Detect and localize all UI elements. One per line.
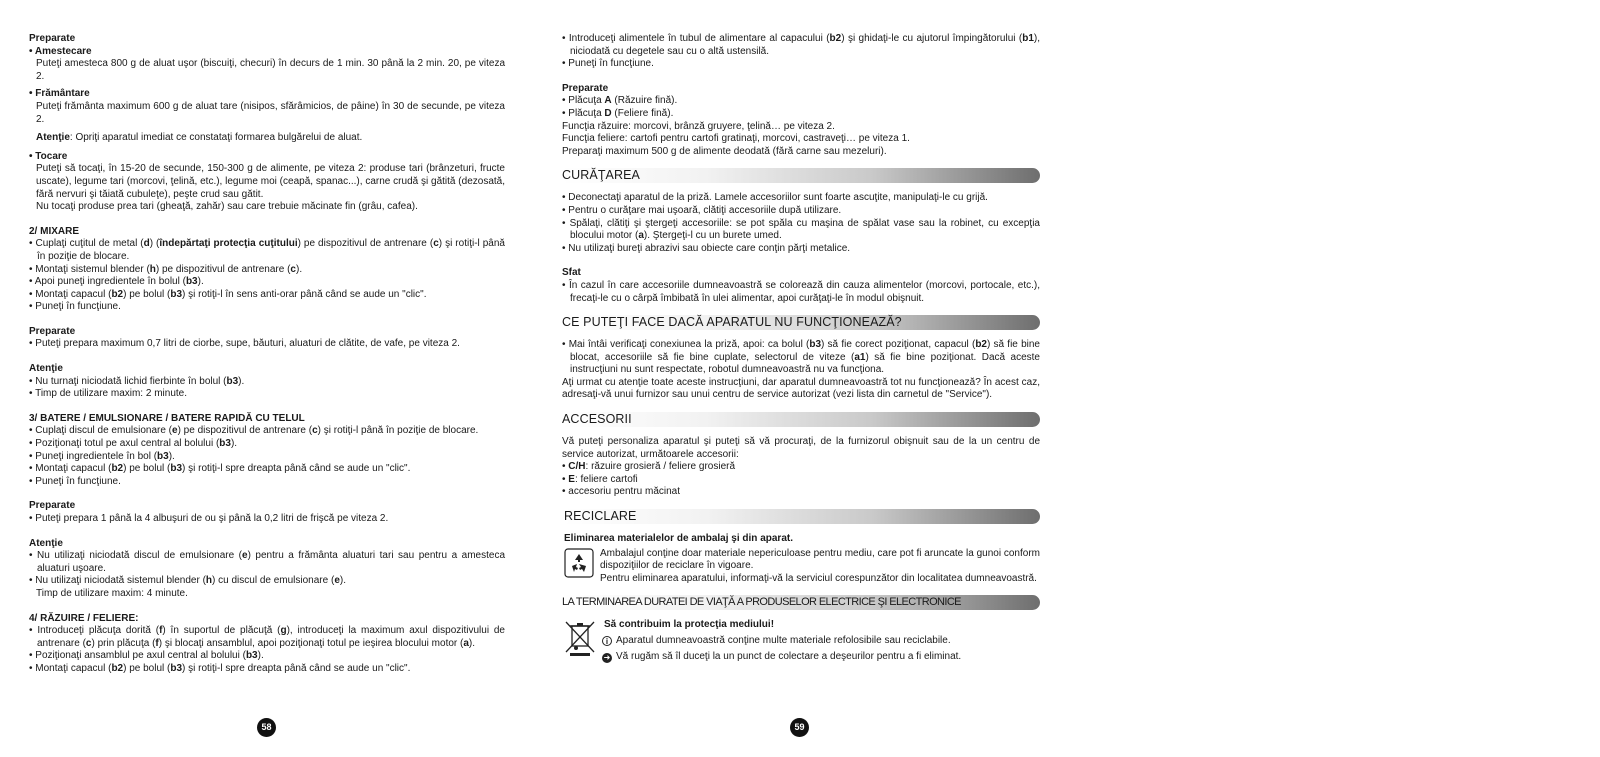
section-band-curatarea xyxy=(562,168,1040,183)
atentie-heading: Atenţie xyxy=(29,537,63,549)
razuire-heading: 4/ RĂZUIRE / FELIERE: xyxy=(29,612,139,624)
deee-text-2: ➜ Vă rugăm să îl duceţi la un punct de colectare a deşeurilor pentru a fi eliminat. xyxy=(603,650,962,662)
reciclare-subtitle: Eliminarea materialelor de ambalaj şi din aparat. xyxy=(564,533,793,545)
preparate-heading: Preparate xyxy=(562,82,609,94)
list-item: • Puteţi prepara maximum 0,7 litri de ciorbe, supe, băuturi, aluaturi de clătite, de vafe, pe viteza 2. xyxy=(29,338,460,350)
text-paragraph: Vă puteţi personaliza aparatul şi puteţi să vă procuraţi, de la furnizorul obişnuit sau de la un centru de service autorizat, următoarele accesorii: xyxy=(562,436,1040,460)
mixare-heading: 2/ MIXARE xyxy=(29,225,80,237)
sfat-heading: Sfat xyxy=(562,267,581,279)
section-title: ACCESORII xyxy=(562,412,632,427)
list-item: • Cuplaţi discul de emulsionare (e) pe dispozitivul de antrenare (c) şi rotiţi-l până în poziţie de blocare. xyxy=(29,425,479,437)
arrow-icon: ➜ xyxy=(603,652,611,662)
section-band-accesorii xyxy=(562,412,1040,427)
reciclare-text-2: Pentru eliminarea aparatului, informaţi-vă la serviciul corespunzător din localitatea dumneavoastră. xyxy=(600,572,1037,584)
recycle-icon xyxy=(564,548,594,578)
list-item: • Puneţi în funcţiune. xyxy=(29,475,121,487)
text-paragraph: Aţi urmat cu atenţie toate aceste instrucţiuni, dar aparatul dumneavoastră tot nu funcţionează? În acest caz, adresaţi-vă unui furnizor sau unui centru de service autorizat (vezi lista din carnetul de "Service"). xyxy=(562,376,1040,401)
list-item: • Montaţi sistemul blender (h) pe dispozitivul de antrenare (c). xyxy=(29,263,303,275)
tocare-text: Puteţi să tocaţi, în 15-20 de secunde, 150-300 g de alimente, pe viteza 2: produse tari (brânzeturi, fructe uscate), legume tari (morcovi, ţelină, etc.), legume moi (ceapă, spanac...), carne crudă şi gătită (dezosată, fără nervuri şi tăiată cubuleţe), peşte crud sau gătit. xyxy=(36,163,505,200)
right-page xyxy=(562,0,1040,757)
framantare-heading: • Frământare xyxy=(29,88,90,100)
deee-block xyxy=(562,619,1040,663)
tocare-heading: • Tocare xyxy=(29,150,68,162)
page-number: 58 xyxy=(257,718,276,737)
list-item: • Introduceţi plăcuţa dorită (f) în suportul de plăcuţă (g), introduceţi la maximum axul dispozitivului de antrenare (c) prin plăcuţa (f) şi blocaţi ansamblul, apoi poziţionaţi totul pe ieşirea blocului motor (a). xyxy=(29,625,505,649)
crossed-bin-icon xyxy=(562,617,598,657)
list-item: • Deconectaţi aparatul de la priză. Lamele accesoriilor sunt foarte ascuţite, manipulaţi-le cu grijă. xyxy=(562,192,988,204)
recycle-block xyxy=(562,548,1040,586)
list-item: • Nu utilizaţi bureţi abrazivi sau obiecte care conţin părţi metalice. xyxy=(562,242,851,254)
amestecare-heading: • Amestecare xyxy=(29,45,92,57)
tocare-text-2: Nu tocaţi produse prea tari (gheaţă, zahăr) sau care trebuie măcinate fin (grâu, cafea). xyxy=(36,201,418,213)
deee-subtitle: Să contribuim la protecţia mediului! xyxy=(604,619,775,631)
list-item: • Puneţi în funcţiune. xyxy=(562,58,654,70)
list-item: • Puteţi prepara 1 până la 4 albuşuri de ou şi până la 0,2 litri de frişcă pe viteza 2. xyxy=(29,513,389,524)
text-line: Funcţia feliere: cartofi pentru cartofi gratinaţi, morcovi, castraveţi… pe viteza 1. xyxy=(562,133,910,145)
list-item: Timp de utilizare maxim: 4 minute. xyxy=(36,587,188,599)
list-item: • Timp de utilizare maxim: 2 minute. xyxy=(29,388,187,400)
batere-heading: 3/ BATERE / EMULSIONARE / BATERE RAPIDĂ CU TELUL xyxy=(29,412,305,424)
list-item: • Plăcuţa D (Feliere fină). xyxy=(562,107,674,119)
section-band-deee xyxy=(562,595,1040,610)
list-item: • Plăcuţa A (Răzuire fină). xyxy=(562,95,678,107)
left-page xyxy=(29,0,505,757)
atentie-note: Atenţie: Opriţi aparatul imediat ce constataţi formarea bulgărelui de aluat. xyxy=(36,132,363,144)
list-item: • Montaţi capacul (b2) pe bolul (b3) şi rotiţi-l spre dreapta până când se aude un "clic". xyxy=(29,463,411,475)
preparate-heading: Preparate xyxy=(29,33,76,44)
list-item: • Nu utilizaţi niciodată discul de emulsionare (e) pentru a frământa aluaturi tari sau pentru a amesteca aluaturi uşoare. xyxy=(29,550,506,574)
list-item: • Introduceţi alimentele în tubul de alimentare al capacului (b2) şi ghidaţi-le cu ajutorul împingătorului (b1), niciodată cu degetele sau cu o altă ustensilă. xyxy=(562,33,1041,57)
list-item: • Poziţionaţi ansamblul pe axul central al bolului (b3). xyxy=(29,650,264,662)
reciclare-text-1: Ambalajul conţine doar materiale nepericuloase pentru mediu, care pot fi aruncate la gunoi conform dispoziţiilor de reciclare în vigoare. xyxy=(600,547,1040,572)
list-item: • Spălaţi, clătiţi şi ştergeţi accesoriile: se pot spăla cu maşina de spălat vase sau la robinet, cu excepţia blocului motor (a). Ştergeţi-l cu un burete umed. xyxy=(562,217,1040,242)
list-item: • Nu utilizaţi niciodată sistemul blender (h) cu discul de emulsionare (e). xyxy=(29,575,346,587)
list-item: • Apoi puneţi ingredientele în bolul (b3). xyxy=(29,276,204,288)
list-item: • Poziţionaţi totul pe axul central al bolului (b3). xyxy=(29,438,238,450)
list-item: • Mai întâi verificaţi conexiunea la priză, apoi: ca bolul (b3) să fie corect poziţionat, capacul (b2) să fie bine blocat, accesoriile să fie bine cuplate, selectorul de viteze (a1) să fie bine poziţionat. Dacă aceste instrucţiuni nu sunt respectate, robotul dumneavoastră nu va funcţiona. xyxy=(562,339,1040,376)
info-icon: i xyxy=(602,636,612,646)
section-title: CURĂŢAREA xyxy=(562,168,640,183)
list-item: • E: feliere cartofi xyxy=(562,473,638,485)
text-line: Funcţia răzuire: morcovi, brânză gruyere, ţelină… pe viteza 2. xyxy=(562,120,835,132)
amestecare-text: Puteţi amesteca 800 g de aluat uşor (biscuiţi, checuri) în decurs de 1 min. 30 până la 2 min. 20, pe viteza 2. xyxy=(36,58,505,82)
section-band-reciclare xyxy=(564,509,1040,524)
list-item: • accesoriu pentru măcinat xyxy=(562,486,681,498)
list-item: • Puneţi ingredientele în bol (b3). xyxy=(29,450,175,462)
text-line: Preparaţi maximum 500 g de alimente deodată (fără carne sau mezeluri). xyxy=(562,145,887,157)
list-item: • Nu turnaţi niciodată lichid fierbinte în bolul (b3). xyxy=(29,375,245,387)
section-band-nu-functioneaza xyxy=(562,315,1040,330)
list-item: • C/H: răzuire grosieră / feliere grosieră xyxy=(562,461,736,473)
preparate-heading: Preparate xyxy=(29,500,76,512)
list-item: • Puneţi în funcţiune. xyxy=(29,301,121,313)
list-item: • Montaţi capacul (b2) pe bolul (b3) şi rotiţi-l spre dreapta până când se aude un "clic". xyxy=(29,662,411,674)
section-title: LA TERMINAREA DURATEI DE VIAŢĂ A PRODUSELOR ELECTRICE ŞI ELECTRONICE xyxy=(562,596,961,609)
preparate-heading: Preparate xyxy=(29,325,76,337)
framantare-text: Puteţi frământa maximum 600 g de aluat tare (nisipos, sfărâmicios, de pâine) în 30 de secunde, pe viteza 2. xyxy=(36,100,505,125)
list-item: • Montaţi capacul (b2) pe bolul (b3) şi rotiţi-l în sens anti-orar până când se aude un "clic". xyxy=(29,288,427,300)
section-title: RECICLARE xyxy=(564,509,637,524)
list-item: • Pentru o curăţare mai uşoară, clătiţi accesoriile după utilizare. xyxy=(562,204,842,216)
section-title: CE PUTEŢI FACE DACĂ APARATUL NU FUNCŢIONEAZĂ? xyxy=(562,315,902,330)
page-number: 59 xyxy=(790,718,809,737)
list-item: • În cazul în care accesoriile dumneavoastră se colorează din cauza alimentelor (morcovi, portocale, etc.), frecaţi-le cu o cârpă îmbibată în ulei alimentar, apoi curăţaţi-le în modul obişnuit. xyxy=(562,279,1040,304)
atentie-heading: Atenţie xyxy=(29,363,63,375)
list-item: • Cuplaţi cuţitul de metal (d) (îndepărtaţi protecţia cuţitului) pe dispozitivul de antrenare (c) şi rotiţi-l până în poziţie de blocare. xyxy=(29,238,505,262)
deee-text-1: i Aparatul dumneavoastră conţine multe materiale refolosibile sau reciclabile. xyxy=(602,635,1040,648)
